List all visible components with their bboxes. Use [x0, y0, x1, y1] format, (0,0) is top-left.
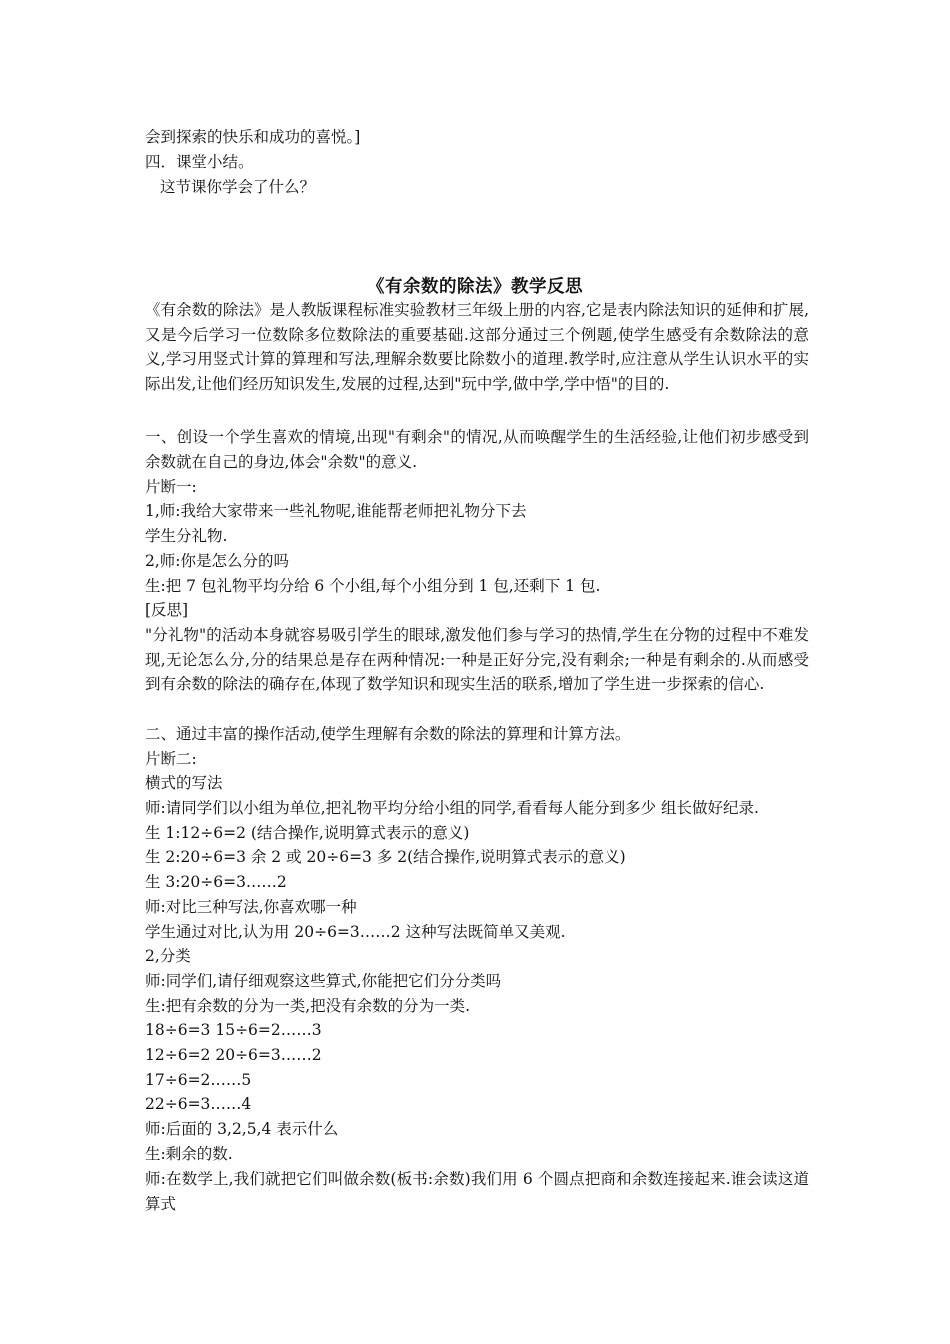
equation-line: 18÷6=3 15÷6=2……3	[145, 1021, 322, 1039]
text-line: 师:对比三种写法,你喜欢哪一种	[145, 898, 357, 916]
text-line: 2,师:你是怎么分的吗	[145, 552, 290, 570]
section-heading: 二、通过丰富的操作活动,使学生理解有余数的除法的算理和计算方法。	[145, 725, 631, 743]
text-line: 这节课你学会了什么？	[160, 178, 316, 196]
equation-line: 12÷6=2 20÷6=3……2	[145, 1046, 322, 1064]
text-line: 生 1:12÷6=2 (结合操作,说明算式表示的意义)	[145, 824, 470, 842]
text-line: 学生分礼物.	[145, 527, 228, 545]
text-line: 1,师:我给大家带来一些礼物呢,谁能帮老师把礼物分下去	[145, 502, 527, 520]
reflect-label: [反思]	[145, 601, 189, 619]
intro-paragraph: 《有余数的除法》是人教版课程标准实验教材三年级上册的内容,它是表内除法知识的延伸和扩展,又是今后学习一位数除多位数除法的重要基础.这部分通过三个例题,使学生感受有余数除法的意义,学习用竖式计算的算理和写法,理解余数要比除数小的道理.教学时,应注意从学生认识水平的实际出发,让他们经历知识发生,发展的过程,达到"玩中学,做中学,学中悟"的目的.	[145, 301, 809, 394]
text-line: 生 3:20÷6=3……2	[145, 873, 287, 891]
text-line: 生:把有余数的分为一类,把没有余数的分为一类.	[145, 997, 471, 1015]
section-heading: 四．课堂小结。	[145, 153, 254, 171]
reflect-paragraph: "分礼物"的活动本身就容易吸引学生的眼球,激发他们参与学习的热情,学生在分物的过程中不难发现,无论怎么分,分的结果总是存在两种情况:一种是正好分完,没有剩余;一种是有剩余的.从而感受到有余数的除法的确存在,体现了数学知识和现实生活的联系,增加了学生进一步探索的信心.	[145, 626, 809, 694]
text-line: 横式的写法	[145, 774, 223, 792]
equation-line: 17÷6=2……5	[145, 1071, 252, 1089]
text-line: 生 2:20÷6=3 余 2 或 20÷6=3 多 2(结合操作,说明算式表示的意义)	[145, 848, 626, 866]
text-line: 师:同学们,请仔细观察这些算式,你能把它们分分类吗	[145, 972, 502, 990]
text-line: 学生通过对比,认为用 20÷6=3……2 这种写法既简单又美观.	[145, 923, 566, 941]
text-paragraph: 师:在数学上,我们就把它们叫做余数(板书:余数)我们用 6 个圆点把商和余数连接起来.谁会读这道算式	[145, 1170, 809, 1213]
text-line: 生:把 7 包礼物平均分给 6 个小组,每个小组分到 1 包,还剩下 1 包.	[145, 577, 601, 595]
fragment-label: 片断一:	[145, 478, 197, 496]
text-line: 会到探索的快乐和成功的喜悦。]	[145, 128, 361, 146]
text-line: 生:剩余的数.	[145, 1145, 233, 1163]
text-line: 师:后面的 3,2,5,4 表示什么	[145, 1120, 339, 1138]
text-line: 师:请同学们以小组为单位,把礼物平均分给小组的同学,看看每人能分到多少 组长做好纪录.	[145, 799, 759, 817]
text-line: 2,分类	[145, 947, 191, 965]
section-heading: 一、创设一个学生喜欢的情境,出现"有剩余"的情况,从而唤醒学生的生活经验,让他们初步感受到余数就在自己的身边,体会"余数"的意义.	[145, 428, 809, 471]
fragment-label: 片断二:	[145, 750, 197, 768]
equation-line: 22÷6=3……4	[145, 1095, 252, 1113]
document-title: 《有余数的除法》教学反思	[367, 277, 583, 297]
